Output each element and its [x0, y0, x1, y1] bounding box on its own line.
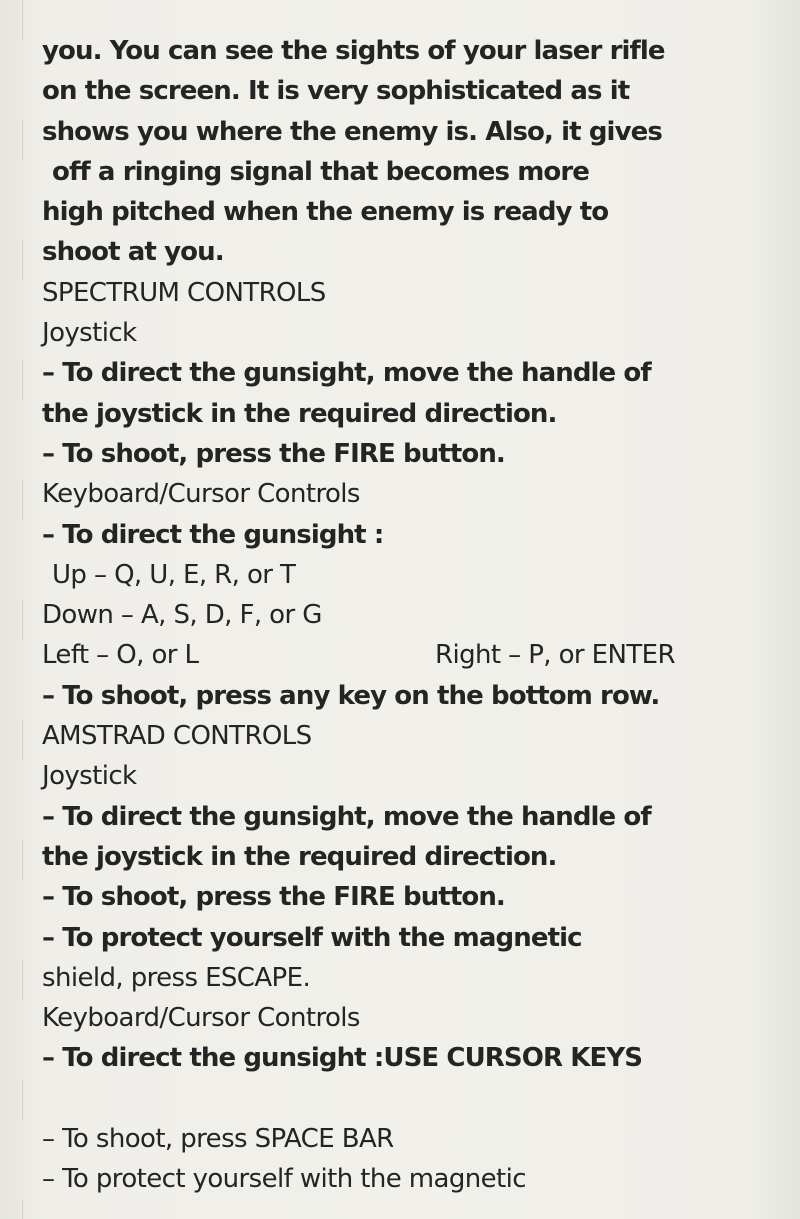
instruction-line: – To direct the gunsight, move the handle of: [42, 358, 651, 389]
section-heading-spectrum: SPECTRUM CONTROLS: [42, 277, 326, 308]
page-crease: [22, 0, 23, 1219]
instruction-line: – To shoot, press the FIRE button.: [42, 438, 505, 469]
blank-line: [42, 1079, 782, 1119]
key-mapping-up: Up – Q, U, E, R, or T: [52, 559, 296, 590]
instruction-line: shield, press ESCAPE.: [42, 962, 311, 993]
instruction-line: – To direct the gunsight :: [42, 519, 384, 550]
subheading-keyboard: Keyboard/Cursor Controls: [42, 1003, 360, 1034]
subheading-joystick: Joystick: [42, 761, 137, 792]
instruction-line: – To shoot, press any key on the bottom row.: [42, 680, 660, 711]
key-mapping-down: Down – A, S, D, F, or G: [42, 600, 322, 631]
instruction-line: – To shoot, press SPACE BAR: [42, 1124, 394, 1155]
instruction-line: – To shoot, press the FIRE button.: [42, 882, 505, 913]
paragraph-line: off a ringing signal that becomes more: [52, 156, 590, 187]
key-mapping-left: Left – O, or L: [42, 640, 199, 671]
instruction-line: – To direct the gunsight :USE CURSOR KEYS: [42, 1043, 643, 1074]
key-mapping-right: Right – P, or ENTER: [435, 640, 675, 671]
instructions-text: [42, 31, 782, 1200]
paragraph-line: you. You can see the sights of your laser rifle: [42, 36, 665, 66]
instruction-line: the joystick in the required direction.: [42, 398, 557, 429]
subheading-keyboard: Keyboard/Cursor Controls: [42, 479, 360, 510]
paragraph-line: on the screen. It is very sophisticated as it: [42, 76, 630, 107]
paragraph-line: shoot at you.: [42, 237, 224, 268]
instruction-line: – To protect yourself with the magnetic: [42, 1164, 526, 1195]
paragraph-line: shows you where the enemy is. Also, it gives: [42, 116, 662, 147]
key-mapping-left-right: [42, 635, 782, 675]
subheading-joystick: Joystick: [42, 318, 137, 349]
section-heading-amstrad: AMSTRAD CONTROLS: [42, 721, 312, 752]
instruction-line: – To direct the gunsight, move the handle of: [42, 801, 651, 832]
paragraph-line: high pitched when the enemy is ready to: [42, 197, 609, 228]
instruction-line: the joystick in the required direction.: [42, 841, 557, 872]
instruction-line: – To protect yourself with the magnetic: [42, 922, 582, 953]
